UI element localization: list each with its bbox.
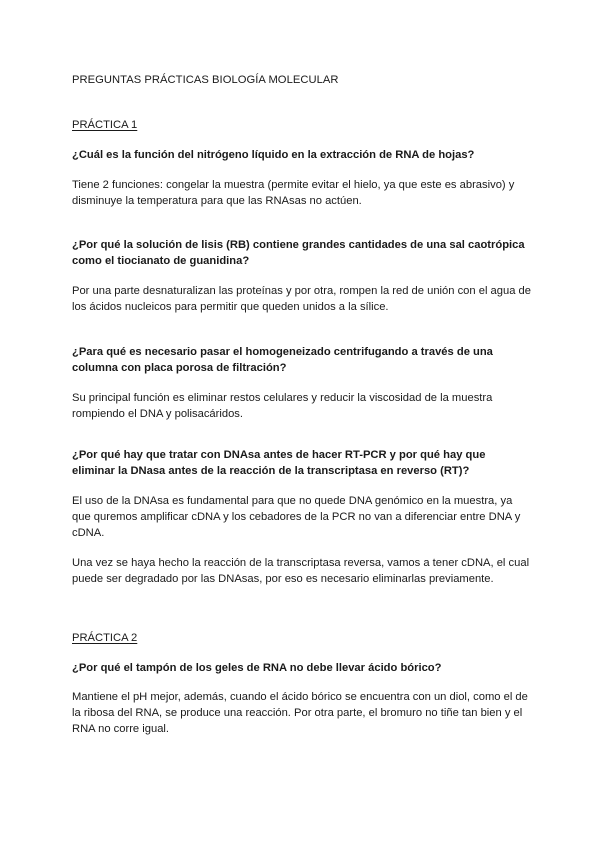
answer-1-3-line-2: rompiendo el DNA y polisacáridos. xyxy=(72,408,244,420)
question-1-3-line-2: columna con placa porosa de filtración? xyxy=(72,362,287,374)
document-title: PREGUNTAS PRÁCTICAS BIOLOGÍA MOLECULAR xyxy=(72,74,339,86)
section-heading-practica-2: PRÁCTICA 2 xyxy=(72,632,138,644)
answer-1-4-p2-line-1: Una vez se haya hecho la reacción de la transcriptasa reversa, vamos a tener cDNA, el cual xyxy=(72,557,530,569)
answer-1-2-line-2: los ácidos nucleicos para permitir que queden unidos a la sílice. xyxy=(72,301,389,313)
answer-1-4-p1-line-1: El uso de la DNAsa es fundamental para que no quede DNA genómico en la muestra, ya xyxy=(72,495,513,507)
section-heading-practica-1: PRÁCTICA 1 xyxy=(72,119,138,131)
answer-1-1-line-1: Tiene 2 funciones: congelar la muestra (permite evitar el hielo, ya que este es abrasivo) y xyxy=(72,179,515,191)
question-1-1: ¿Cuál es la función del nitrógeno líquido en la extracción de RNA de hojas? xyxy=(72,149,475,161)
question-1-4-line-1: ¿Por qué hay que tratar con DNAsa antes de hacer RT-PCR y por qué hay que xyxy=(72,449,486,461)
answer-2-1-line-2: la ribosa del RNA, se produce una reacción. Por otra parte, el bromuro no tiñe tan bien y el xyxy=(72,707,523,719)
answer-2-1-line-3: RNA no corre igual. xyxy=(72,723,170,735)
answer-1-4-p2-line-2: puede ser degradado por las DNAsas, por eso es necesario eliminarlas previamente. xyxy=(72,573,494,585)
question-1-3-line-1: ¿Para qué es necesario pasar el homogeneizado centrifugando a través de una xyxy=(72,346,493,358)
question-1-4-line-2: eliminar la DNasa antes de la reacción de la transcriptasa en reverso (RT)? xyxy=(72,465,470,477)
answer-1-1-line-2: disminuye la temperatura para que las RNAsas no actúen. xyxy=(72,195,362,207)
answer-1-2-line-1: Por una parte desnaturalizan las proteínas y por otra, rompen la red de unión con el agua de xyxy=(72,285,531,297)
answer-1-4-p1-line-3: cDNA. xyxy=(72,527,105,539)
answer-1-3-line-1: Su principal función es eliminar restos celulares y reducir la viscosidad de la muestra xyxy=(72,392,493,404)
question-1-2-line-1: ¿Por qué la solución de lisis (RB) contiene grandes cantidades de una sal caotrópica xyxy=(72,239,525,251)
question-1-2-line-2: como el tiocianato de guanidina? xyxy=(72,255,250,267)
answer-2-1-line-1: Mantiene el pH mejor, además, cuando el ácido bórico se encuentra con un diol, como el de xyxy=(72,691,528,703)
question-2-1: ¿Por qué el tampón de los geles de RNA no debe llevar ácido bórico? xyxy=(72,662,442,674)
answer-1-4-p1-line-2: que quremos amplificar cDNA y los cebadores de la PCR no van a diferenciar entre DNA y xyxy=(72,511,521,523)
